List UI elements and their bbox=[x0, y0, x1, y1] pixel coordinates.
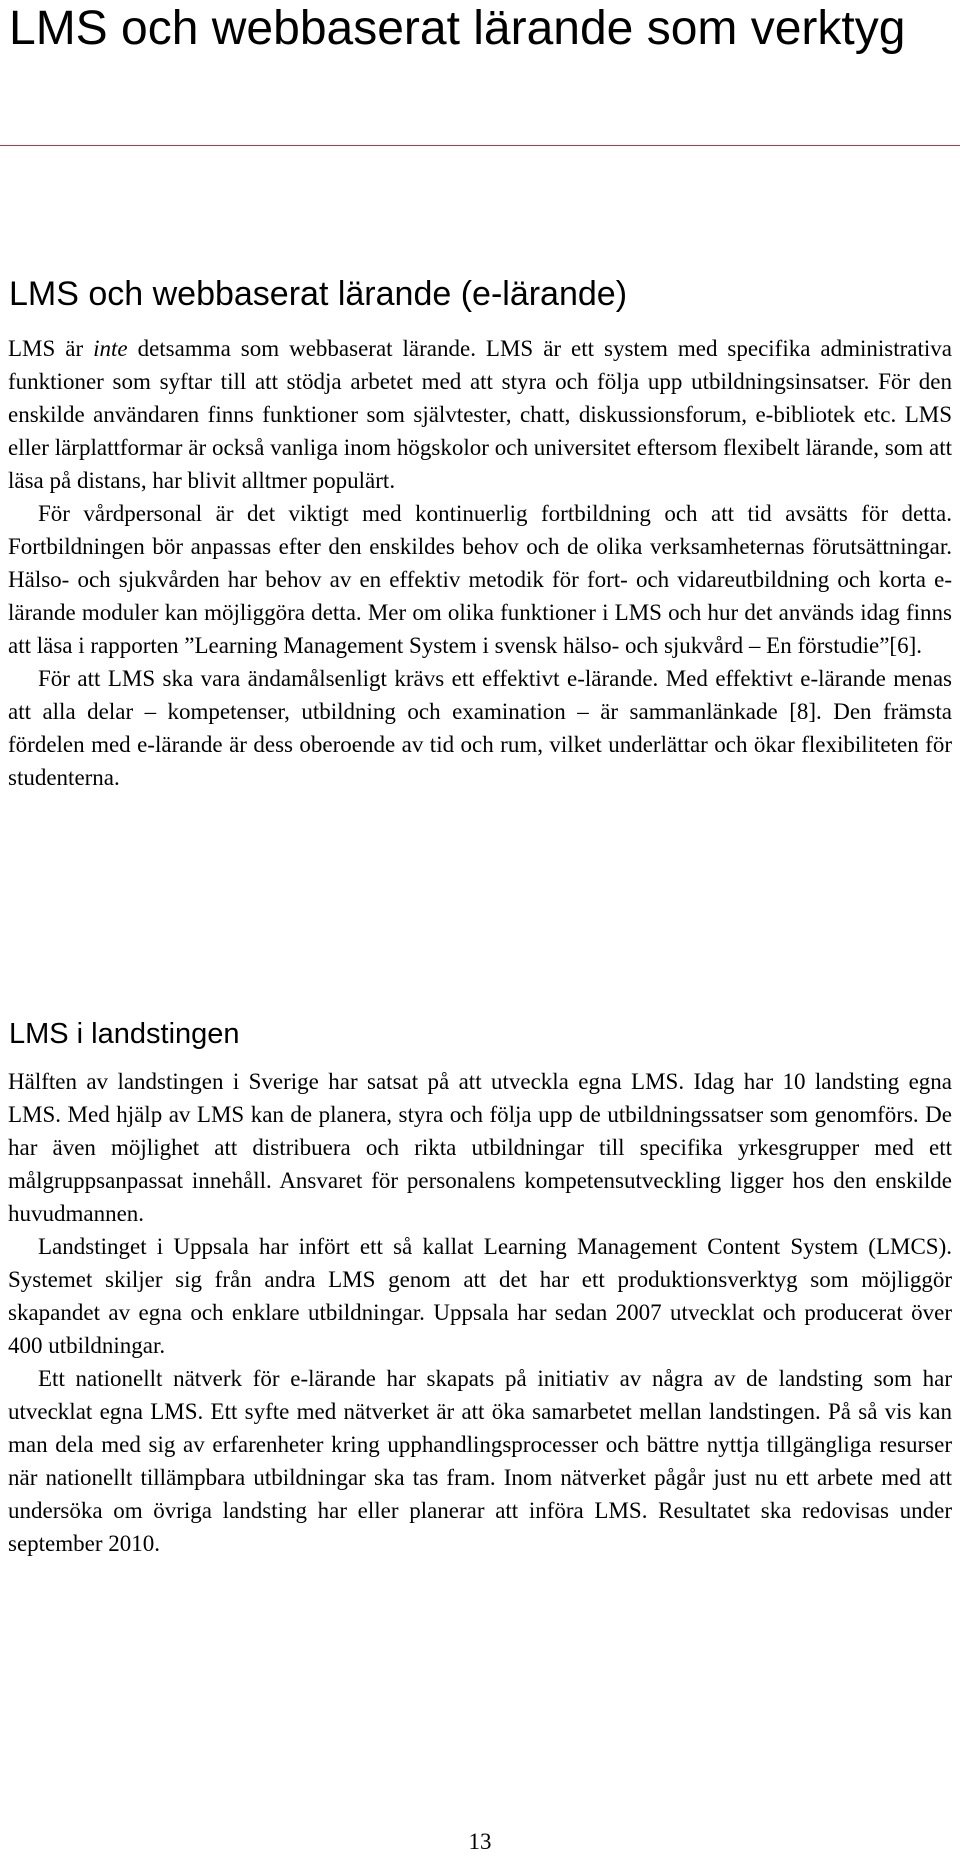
paragraph: Hälften av landstingen i Sverige har satsat på att utveckla egna LMS. Idag har 10 landsting egna LMS. Med hjälp av LMS kan de planera, styra och följa upp de utbildningssatser som genomförs. De har även möjlighet att distribuera och rikta utbildningar till specifika yrkesgrupper med ett målgruppsanpassat innehåll. Ansvaret för personalens kompetensutveckling ligger hos den enskilde huvudmannen. bbox=[8, 1069, 952, 1226]
section-heading-e-larande: LMS och webbaserat lärande (e-lärande) bbox=[9, 275, 628, 313]
paragraph-text: detsamma som webbaserat lärande. LMS är ett system med specifika administrativa funktioner som syftar till att stödja arbetet med att styra och följa upp utbildningsinsatser. För den enskilde användaren finns funktioner som självtester, chatt, diskussionsforum, e-bibliotek etc. LMS eller lärplattformar är också vanliga inom högskolor och universitet eftersom flexibelt lärande, som att läsa på distans, har blivit alltmer populärt. bbox=[8, 336, 952, 493]
emphasis-text: inte bbox=[93, 336, 128, 361]
section-body-landstingen bbox=[8, 1065, 952, 1560]
section-body-e-larande bbox=[8, 332, 952, 794]
paragraph: Ett nationellt nätverk för e-lärande har skapats på initiativ av några av de landsting som har utvecklat egna LMS. Ett syfte med nätverket är att öka samarbetet mellan landstingen. På så vis kan man dela med sig av erfarenheter kring upphandlingsprocesser och bättre nyttja tillgängliga resurser när nationellt tillämpbara utbildningar ska tas fram. Inom nätverket pågår just nu ett arbete med att undersöka om övriga landsting har eller planerar att införa LMS. Resultatet ska redovisas under september 2010. bbox=[8, 1366, 952, 1556]
paragraph-text: LMS är bbox=[8, 336, 94, 361]
title-divider bbox=[0, 145, 960, 146]
page-title: LMS och webbaserat lärande som verktyg bbox=[9, 2, 906, 55]
paragraph: För att LMS ska vara ändamålsenligt krävs ett effektivt e-lärande. Med effektivt e-lärande menas att alla delar – kompetenser, utbildning och examination – är sammanlänkade [8]. Den främsta fördelen med e-lärande är dess oberoende av tid och rum, vilket underlättar och ökar flexibiliteten för studenterna. bbox=[8, 666, 952, 790]
section-heading-landstingen: LMS i landstingen bbox=[9, 1018, 240, 1050]
paragraph: För vårdpersonal är det viktigt med kontinuerlig fortbildning och att tid avsätts för detta. Fortbildningen bör anpassas efter den enskildes behov och de olika verksamheternas förutsättningar. Hälso- och sjukvården har behov av en effektiv metodik för fort- och vidareutbildning och korta e-lärande moduler kan möjliggöra detta. Mer om olika funktioner i LMS och hur det används idag finns att läsa i rapporten ”Learning Management System i svensk hälso- och sjukvård – En förstudie”[6]. bbox=[8, 501, 952, 658]
page-number: 13 bbox=[468, 1829, 492, 1854]
paragraph bbox=[8, 332, 952, 497]
paragraph: Landstinget i Uppsala har infört ett så kallat Learning Management Content System (LMCS). Systemet skiljer sig från andra LMS genom att det har ett produktionsverktyg som möjliggör skapandet av egna och enklare utbildningar. Uppsala har sedan 2007 utvecklat och producerat över 400 utbildningar. bbox=[8, 1234, 952, 1358]
